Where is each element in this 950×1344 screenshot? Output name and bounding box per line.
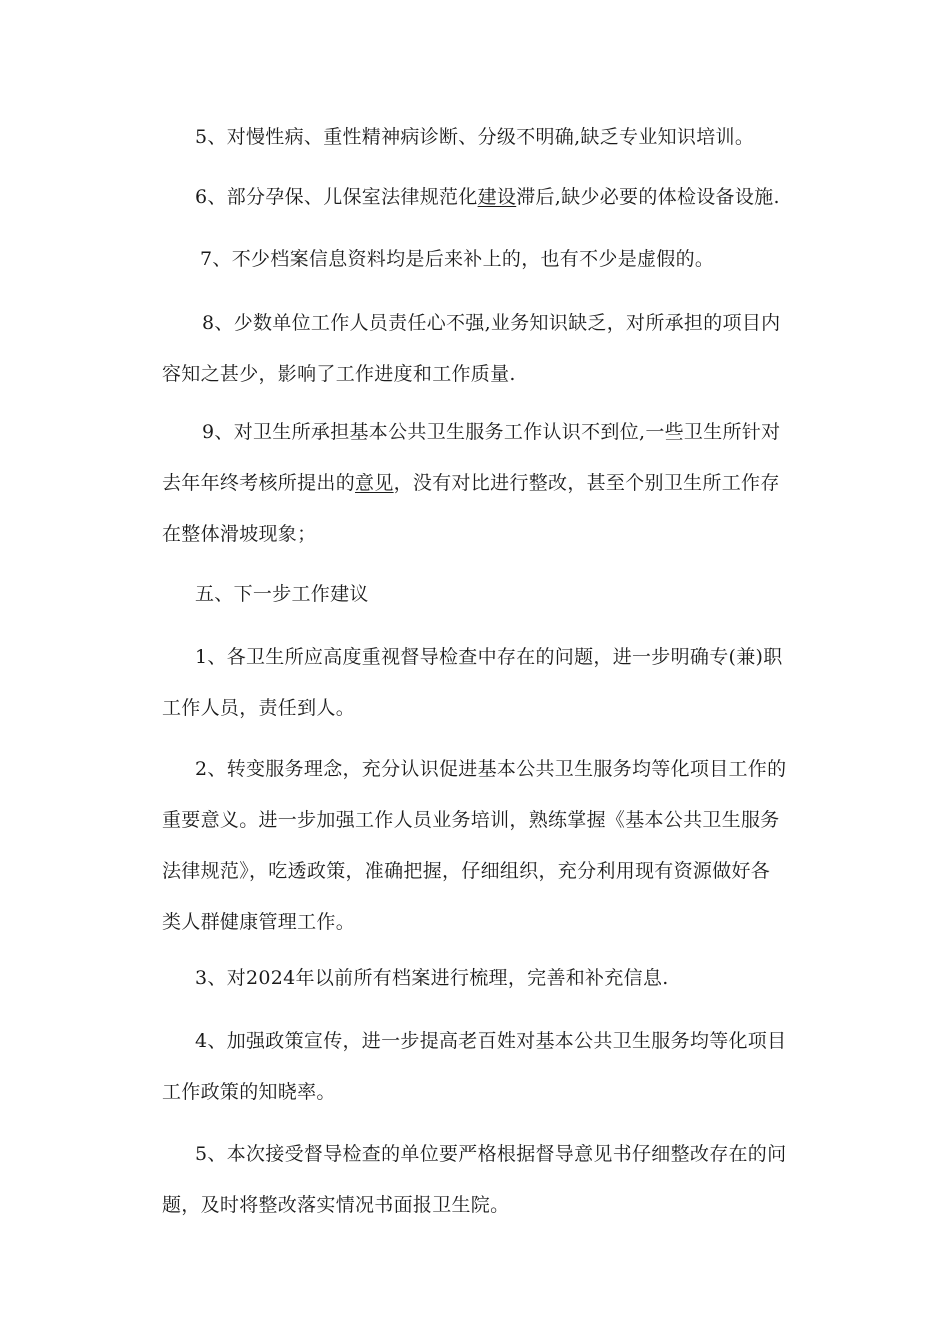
text-line: 2、转变服务理念，充分认识促进基本公共卫生服务均等化项目工作的 xyxy=(195,758,787,780)
paragraph-suggestion-4 xyxy=(162,1016,792,1118)
text-run: ，没有对比进行整改，甚至个别卫生所工作存 xyxy=(393,472,780,494)
text-line: 5、本次接受督导检查的单位要严格根据督导意见书仔细整改存在的问 xyxy=(195,1143,787,1165)
paragraph-suggestion-1 xyxy=(162,632,792,734)
text-line: 工作人员，责任到人。 xyxy=(162,697,356,719)
paragraph-suggestion-2 xyxy=(162,744,792,948)
paragraph-issue-6 xyxy=(162,172,792,223)
text-line: 9、对卫生所承担基本公共卫生服务工作认识不到位,一些卫生所针对 xyxy=(202,421,781,443)
text-line: 题，及时将整改落实情况书面报卫生院。 xyxy=(162,1194,510,1216)
text-line: 在整体滑坡现象； xyxy=(162,523,317,545)
paragraph-issue-5 xyxy=(162,112,792,163)
underlined-text: 建设 xyxy=(477,186,517,208)
text-line: 4、加强政策宣传，进一步提高老百姓对基本公共卫生服务均等化项目 xyxy=(195,1030,787,1052)
text-line: 5、对慢性病、重性精神病诊断、分级不明确,缺乏专业知识培训。 xyxy=(195,126,755,148)
text-line: 8、少数单位工作人员责任心不强,业务知识缺乏，对所承担的项目内 xyxy=(202,312,781,334)
text-line xyxy=(162,172,792,223)
text-line: 3、对2024年以前所有档案进行梳理，完善和补充信息. xyxy=(195,967,669,989)
text-line: 法律规范》，吃透政策，准确把握，仔细组织，充分利用现有资源做好各 xyxy=(162,860,771,882)
text-run: 滞后,缺少必要的体检设备设施. xyxy=(516,186,780,208)
text-line: 容知之甚少，影响了工作进度和工作质量. xyxy=(162,363,516,385)
section-heading xyxy=(162,569,792,620)
text-line: 1、各卫生所应高度重视督导检查中存在的问题，进一步明确专(兼)职 xyxy=(195,646,783,668)
underlined-text: 意见 xyxy=(355,472,394,494)
paragraph-issue-8 xyxy=(162,298,792,400)
text-line: 类人群健康管理工作。 xyxy=(162,911,356,933)
paragraph-suggestion-5 xyxy=(162,1129,792,1231)
paragraph-suggestion-3 xyxy=(162,953,792,1004)
text-line: 工作政策的知晓率。 xyxy=(162,1081,336,1103)
text-run: 去年年终考核所提出的 xyxy=(162,472,356,494)
text-line xyxy=(162,458,792,509)
text-run: 6、部分孕保、儿保室法律规范化 xyxy=(195,186,478,208)
paragraph-issue-7 xyxy=(162,234,792,285)
heading-text: 五、下一步工作建议 xyxy=(195,583,369,605)
text-line: 7、不少档案信息资料均是后来补上的，也有不少是虚假的。 xyxy=(200,248,715,270)
paragraph-issue-9 xyxy=(162,407,792,560)
text-line: 重要意义。进一步加强工作人员业务培训，熟练掌握《基本公共卫生服务 xyxy=(162,809,780,831)
